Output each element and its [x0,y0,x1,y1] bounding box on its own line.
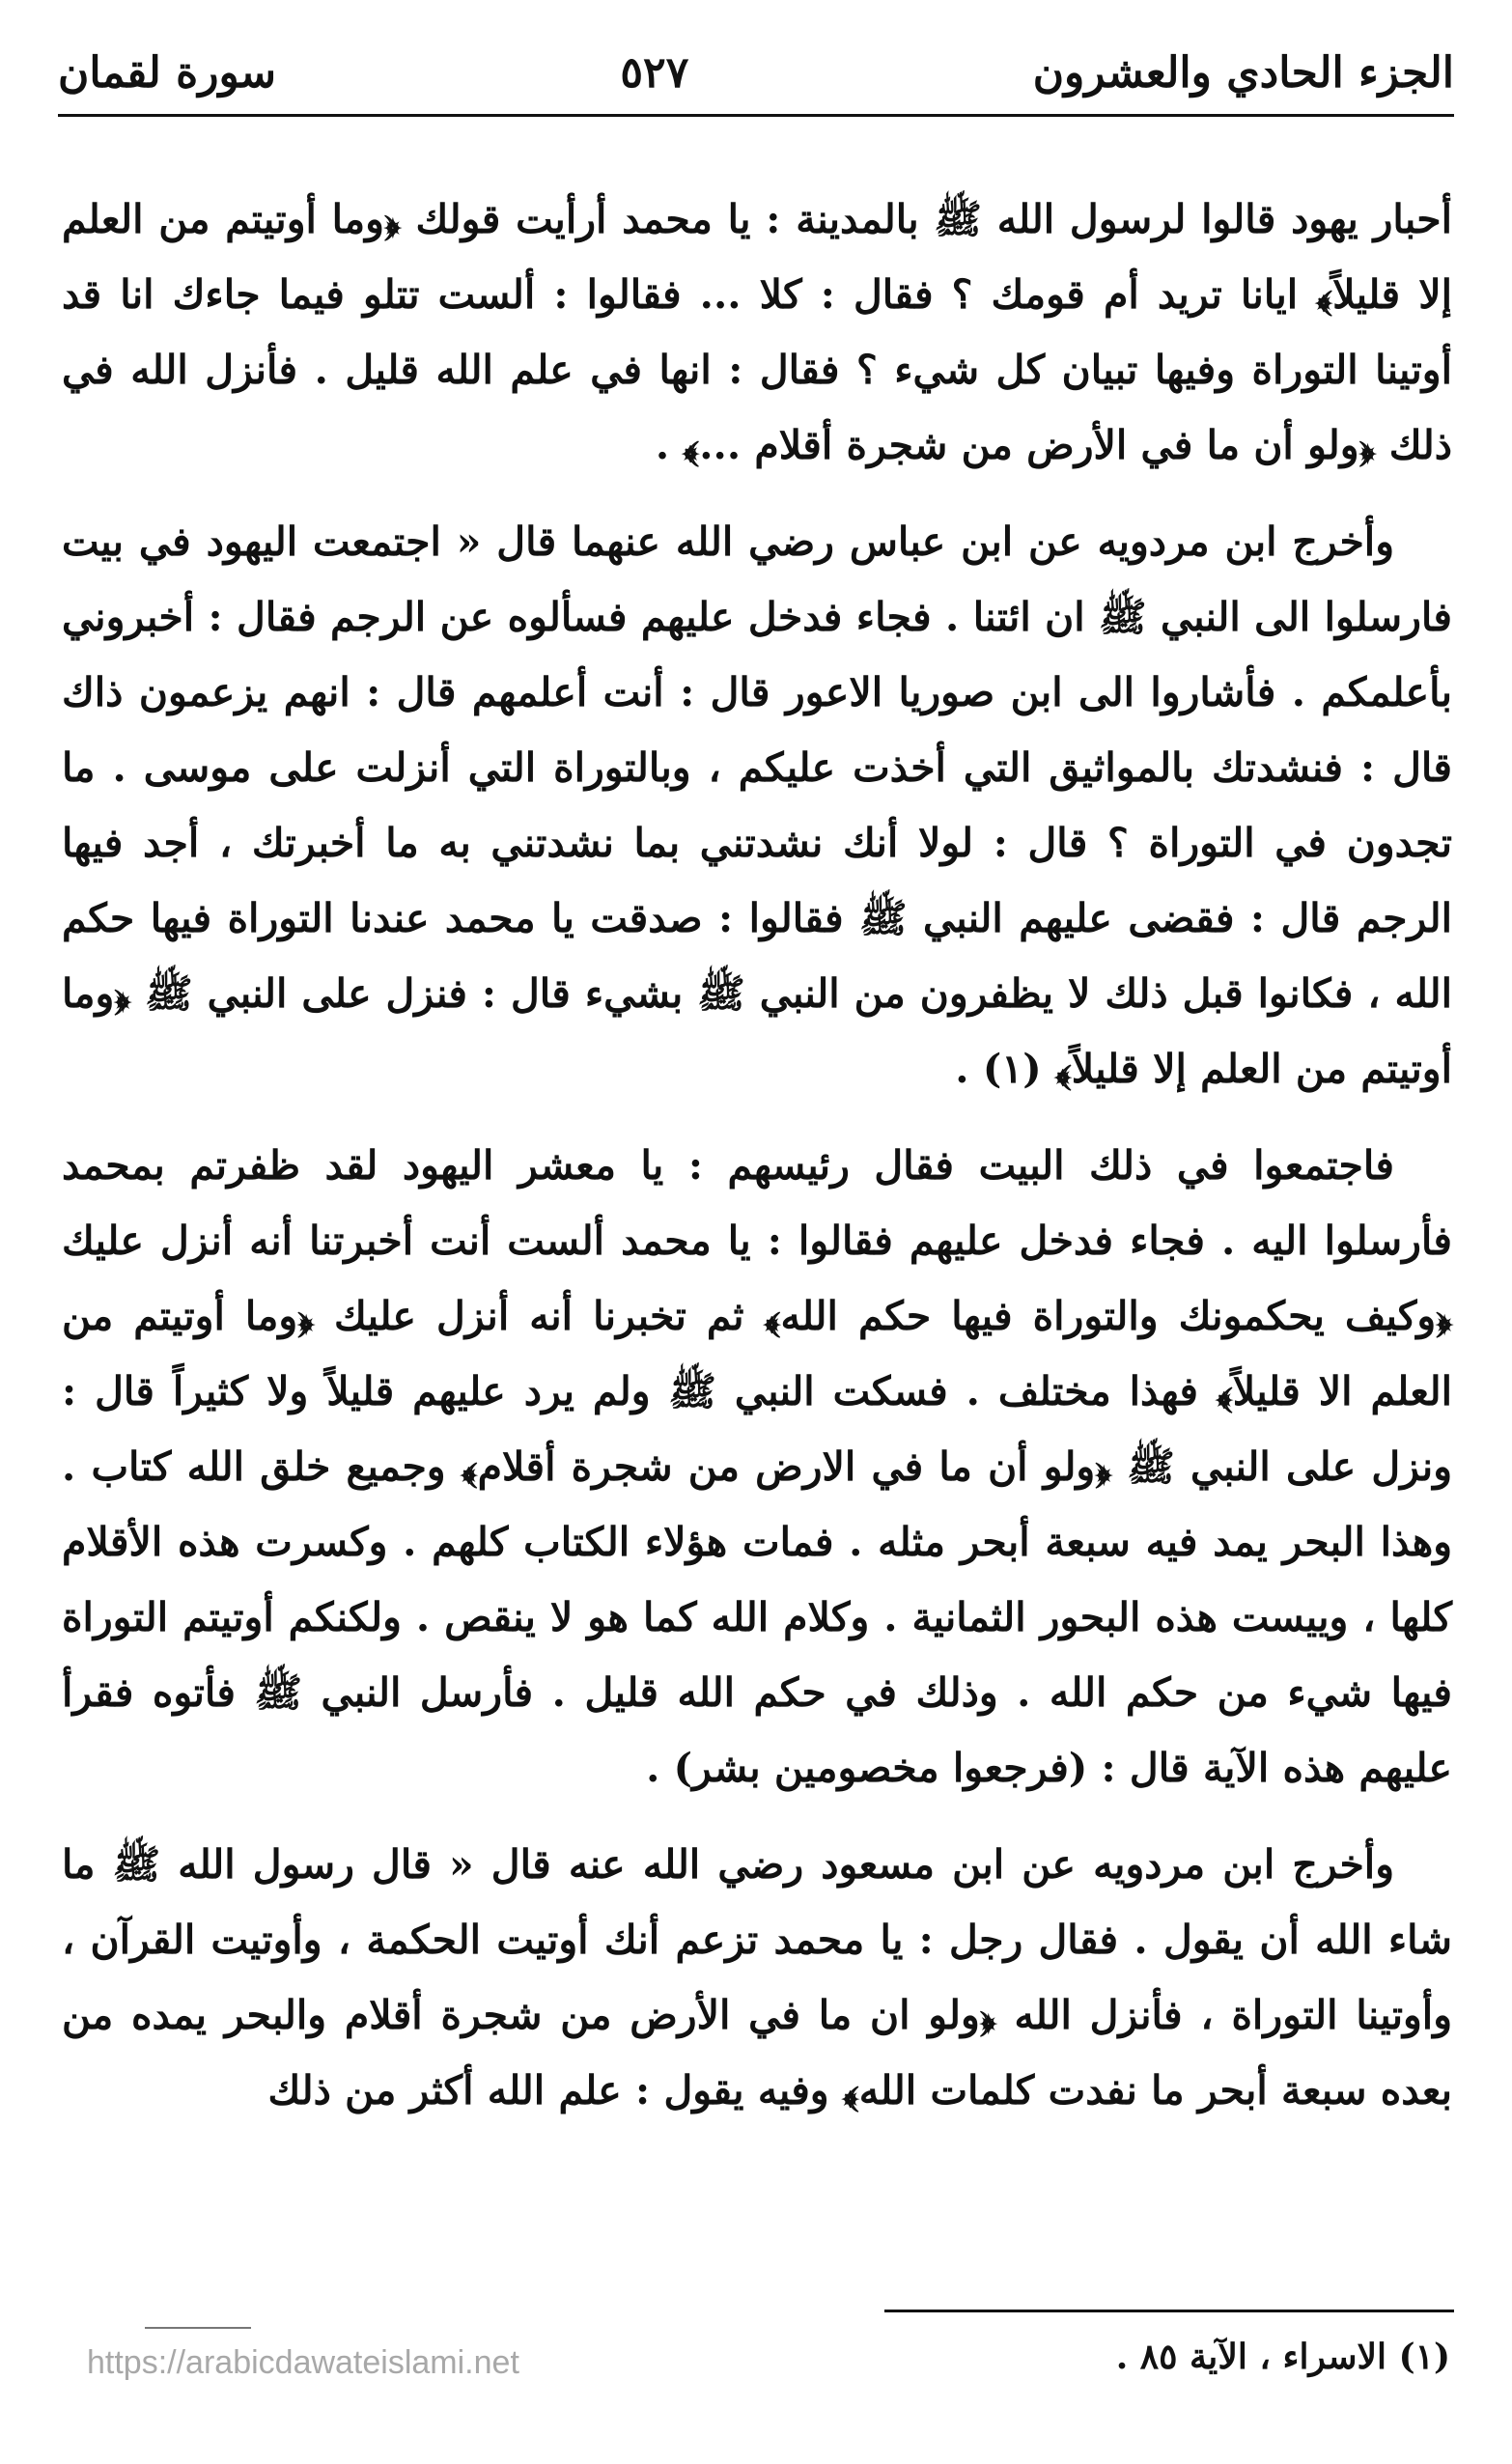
header-rule [58,114,1454,117]
paragraph: وأخرج ابن مردويه عن ابن مسعود رضي الله عنه قال « قال رسول الله ﷺ ما شاء الله أن يقول . فقال رجل : يا محمد تزعم أنك أوتيت الحكمة ، وأوتيت القرآن ، وأوتينا التوراة ، فأنزل الله ﴿ولو ان ما في الأرض من شجرة أقلام والبحر يمده من بعده سبعة أبحر ما نفدت كلمات الله﴾ وفيه يقول : علم الله أكثر من ذلك [62,1841,1452,2114]
main-text [62,182,1452,2149]
footnote-rule [884,2310,1454,2312]
page-header [58,39,1454,106]
surah-title: سورة لقمان [58,47,277,98]
footnote: (١) الاسراء ، الآية ٨٥ . [1115,2337,1450,2377]
page-number: ٥٢٧ [620,47,689,98]
watermark-url: https://arabicdawateislami.net [87,2344,519,2381]
scan-mark [145,2327,251,2329]
paragraph: وأخرج ابن مردويه عن ابن عباس رضي الله عنهما قال « اجتمعت اليهود في بيت فارسلوا الى النبي ﷺ ان ائتنا . فجاء فدخل عليهم فسألوه عن الرجم فقال : أخبروني بأعلمكم . فأشاروا الى ابن صوريا الاعور قال : أنت أعلمهم قال : انهم يزعمون ذاك قال : فنشدتك بالمواثيق التي أخذت عليكم ، وبالتوراة التي أنزلت على موسى . ما تجدون في التوراة ؟ قال : لولا أنك نشدتني بما نشدتني به ما أخبرتك ، أجد فيها الرجم قال : فقضى عليهم النبي ﷺ فقالوا : صدقت يا محمد عندنا التوراة فيها حكم الله ، فكانوا قبل ذلك لا يظفرون من النبي ﷺ بشيء قال : فنزل على النبي ﷺ ﴿وما أوتيتم من العلم إلا قليلاً﴾ (١) . [62,518,1452,1092]
paragraph: فاجتمعوا في ذلك البيت فقال رئيسهم : يا معشر اليهود لقد ظفرتم بمحمد فأرسلوا اليه . فجاء فدخل عليهم فقالوا : يا محمد ألست أنت أخبرتنا أنه أنزل عليك ﴿وكيف يحكمونك والتوراة فيها حكم الله﴾ ثم تخبرنا أنه أنزل عليك ﴿وما أوتيتم من العلم الا قليلاً﴾ فهذا مختلف . فسكت النبي ﷺ ولم يرد عليهم قليلاً ولا كثيراً قال : ونزل على النبي ﷺ ﴿ولو أن ما في الارض من شجرة أقلام﴾ وجميع خلق الله كتاب . وهذا البحر يمد فيه سبعة أبحر مثله . فمات هؤلاء الكتاب كلهم . وكسرت هذه الأقلام كلها ، وييست هذه البحور الثمانية . وكلام الله كما هو لا ينقص . ولكنكم أوتيتم التوراة فيها شيء من حكم الله . وذلك في حكم الله قليل . فأرسل النبي ﷺ فأتوه فقرأ عليهم هذه الآية قال : (فرجعوا مخصومين بشر) . [62,1142,1452,1791]
paragraph: أحبار يهود قالوا لرسول الله ﷺ بالمدينة : يا محمد أرأيت قولك ﴿وما أوتيتم من العلم إلا قليلاً﴾ ايانا تريد أم قومك ؟ فقال : كلا ... فقالوا : ألست تتلو فيما جاءك انا قد أوتينا التوراة وفيها تبيان كل شيء ؟ فقال : انها في علم الله قليل . فأنزل الله في ذلك ﴿ولو أن ما في الأرض من شجرة أقلام ...﴾ . [62,196,1452,468]
juz-title: الجزء الحادي والعشرون [1032,47,1454,98]
